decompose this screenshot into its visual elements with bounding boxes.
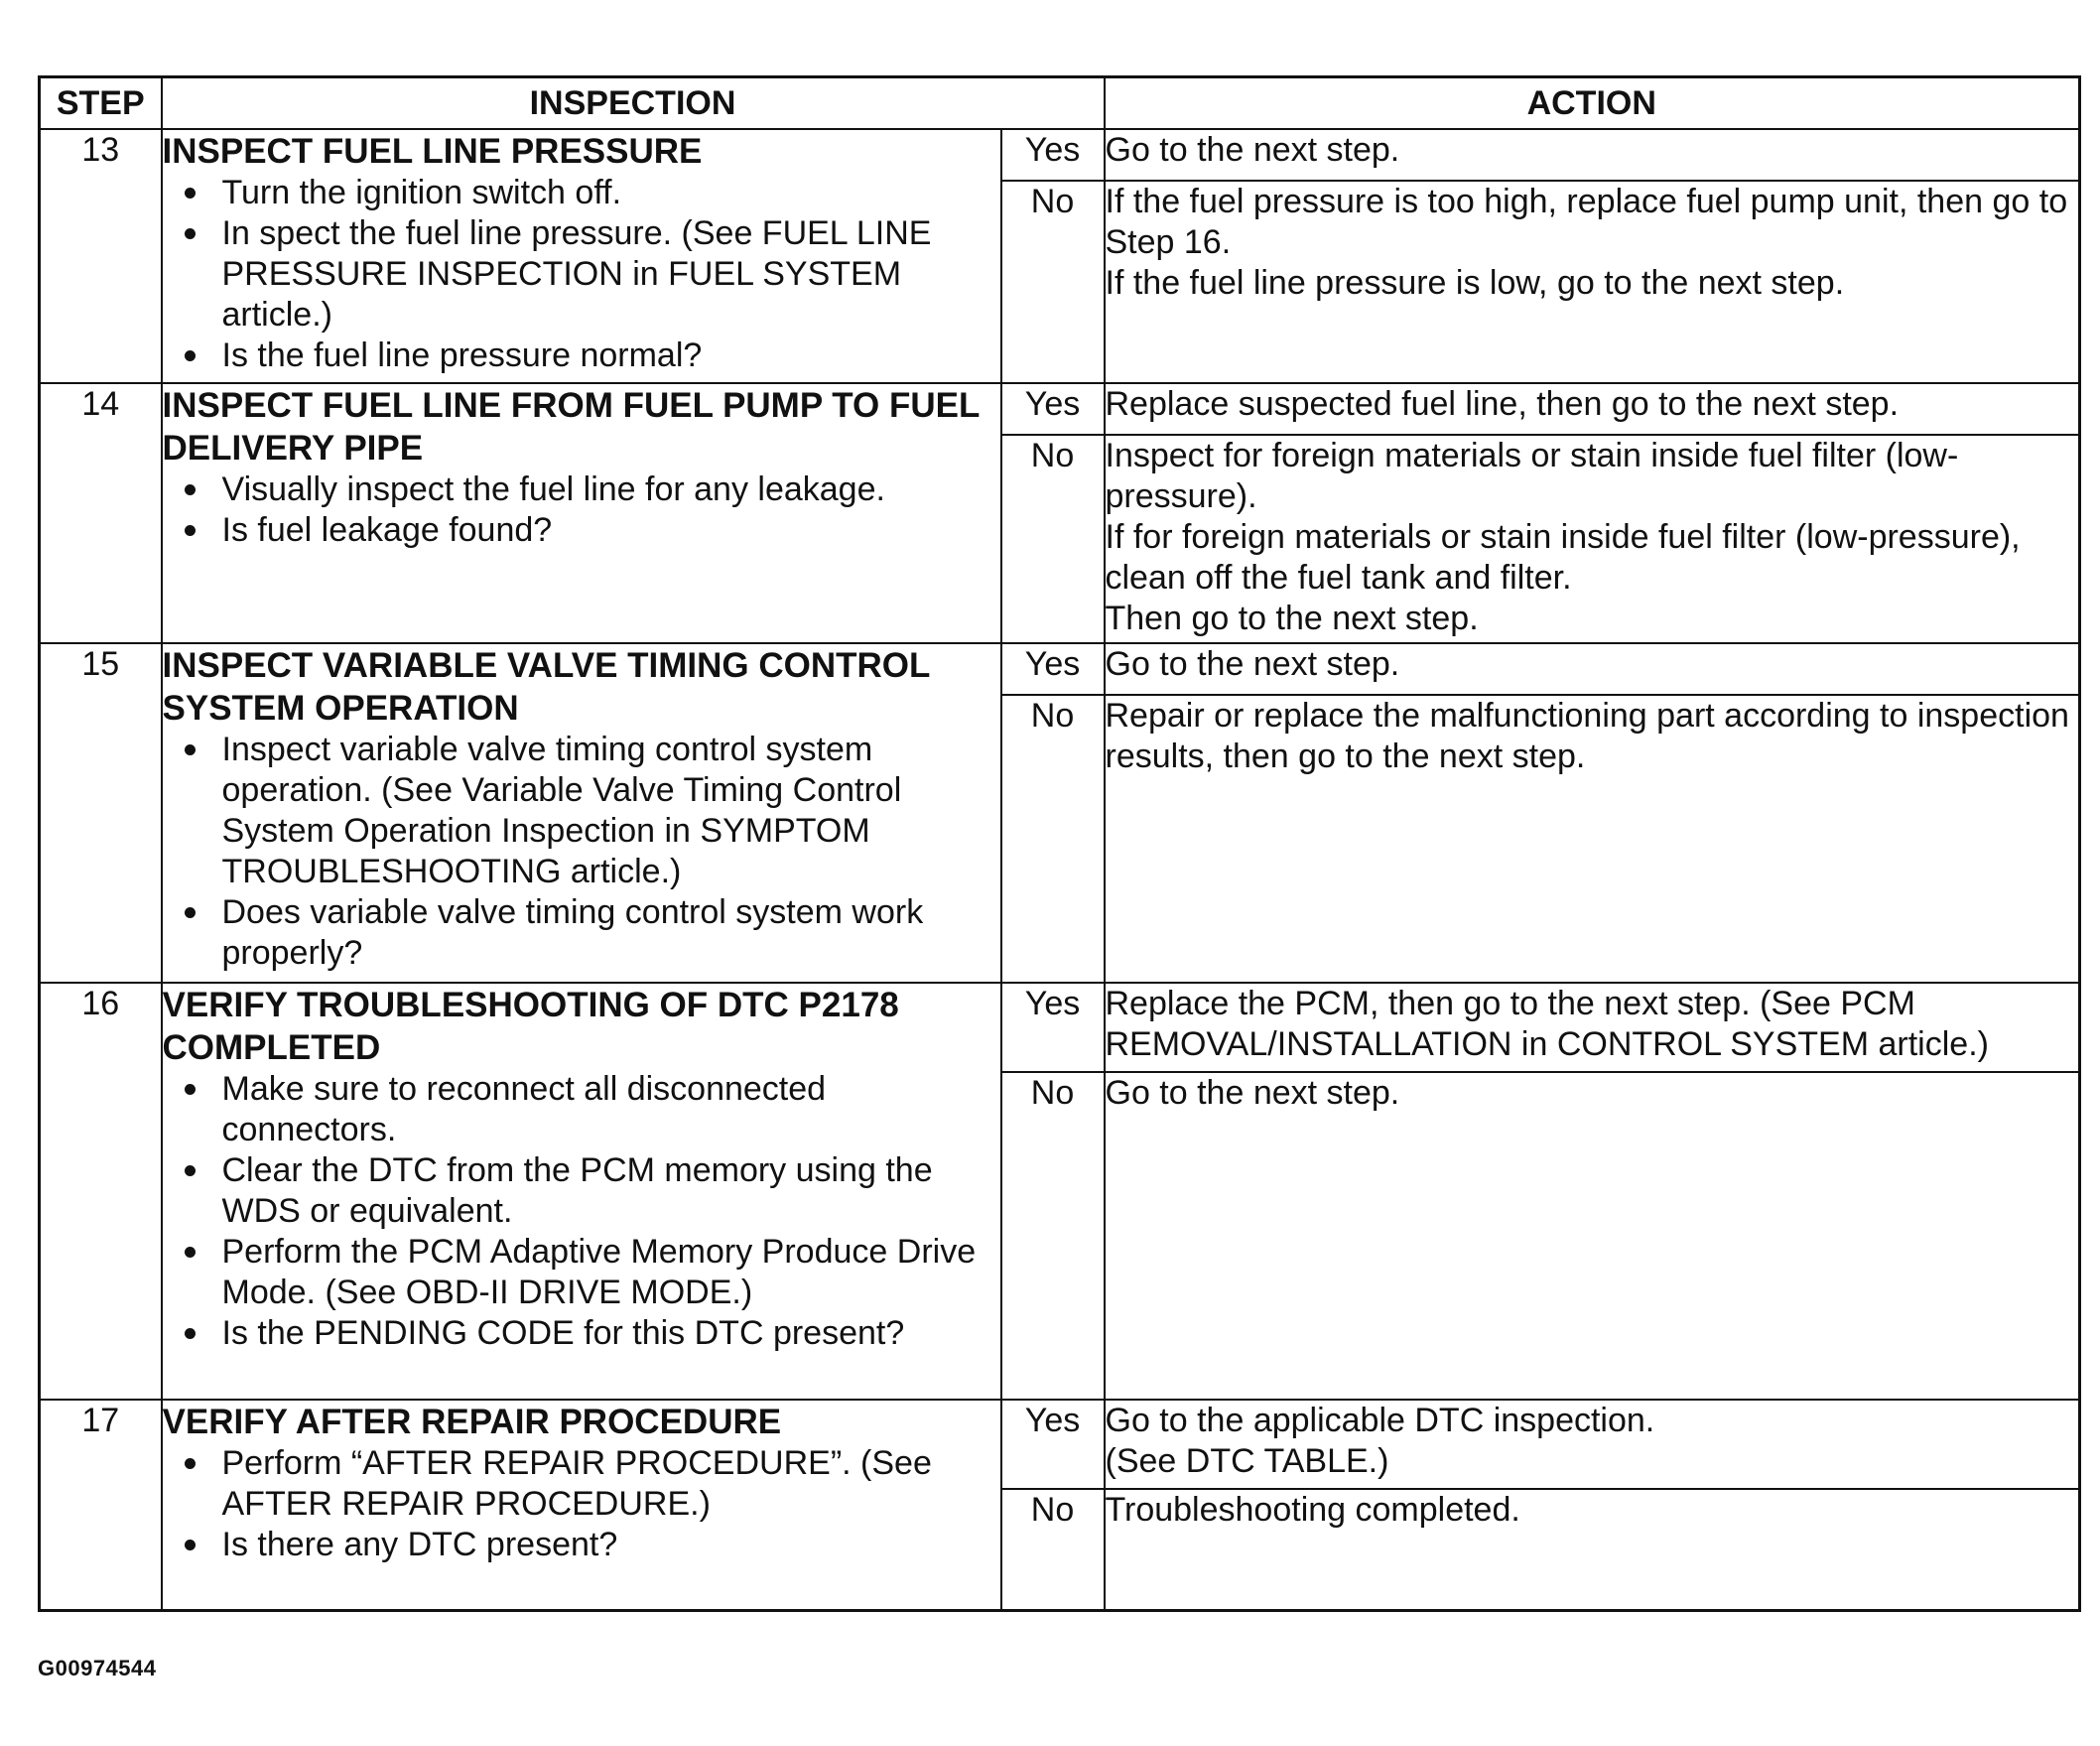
- inspection-bullet: Turn the ignition switch off.: [163, 173, 1000, 213]
- inspection-bullets: [163, 173, 1000, 376]
- inspection-cell: [162, 983, 1001, 1400]
- yes-label: Yes: [1001, 129, 1105, 181]
- no-label: No: [1001, 1072, 1105, 1400]
- inspection-bullet: Perform the PCM Adaptive Memory Produce Drive Mode. (See OBD-II DRIVE MODE.): [163, 1232, 1000, 1313]
- inspection-title: INSPECT VARIABLE VALVE TIMING CONTROL SYSTEM OPERATION: [162, 646, 930, 728]
- inspection-bullet: Make sure to reconnect all disconnected connectors.: [163, 1069, 1000, 1150]
- step-row: [40, 1400, 2080, 1489]
- inspection-title: INSPECT FUEL LINE FROM FUEL PUMP TO FUEL DELIVERY PIPE: [162, 386, 980, 468]
- inspection-cell: [162, 1400, 1001, 1610]
- inspection-cell: [162, 643, 1001, 983]
- inspection-bullet: Is there any DTC present?: [163, 1525, 1000, 1565]
- inspection-cell: [162, 129, 1001, 383]
- action-line: Repair or replace the malfunctioning part according to inspection results, then go to the next step.: [1105, 697, 2069, 775]
- inspection-bullet: Is fuel leakage found?: [163, 510, 1000, 551]
- step-number: 15: [40, 643, 162, 983]
- header-row: [40, 77, 2080, 130]
- table-body: [40, 129, 2080, 1610]
- no-label: No: [1001, 695, 1105, 983]
- no-action: [1105, 1072, 2080, 1400]
- action-line: Inspect for foreign materials or stain inside fuel filter (low-pressure).: [1105, 437, 1959, 515]
- inspection-bullets: [163, 1069, 1000, 1354]
- figure-id: G00974544: [38, 1656, 157, 1680]
- action-line: Troubleshooting completed.: [1105, 1491, 1520, 1529]
- troubleshooting-table: [38, 75, 2081, 1612]
- action-line: If the fuel line pressure is low, go to the next step.: [1105, 264, 1845, 302]
- no-label: No: [1001, 181, 1105, 383]
- action-line: Then go to the next step.: [1105, 600, 1479, 637]
- step-number: 14: [40, 383, 162, 643]
- action-line: Go to the applicable DTC inspection.: [1105, 1402, 1655, 1439]
- step-number: 17: [40, 1400, 162, 1610]
- inspection-bullet: Is the fuel line pressure normal?: [163, 336, 1000, 376]
- yes-label: Yes: [1001, 983, 1105, 1072]
- yes-action: [1105, 983, 2080, 1072]
- header-step: STEP: [40, 77, 162, 130]
- step-row: [40, 383, 2080, 435]
- inspection-title: INSPECT FUEL LINE PRESSURE: [162, 132, 703, 171]
- inspection-bullet: Is the PENDING CODE for this DTC present?: [163, 1313, 1000, 1354]
- inspection-bullet: Perform “AFTER REPAIR PROCEDURE”. (See AFTER REPAIR PROCEDURE.): [163, 1443, 1000, 1525]
- inspection-bullet: Does variable valve timing control system work properly?: [163, 892, 1000, 974]
- header-inspection: INSPECTION: [162, 77, 1105, 130]
- action-line: Replace the PCM, then go to the next step. (See PCM REMOVAL/INSTALLATION in CONTROL SYSTEM article.): [1105, 985, 1989, 1063]
- no-label: No: [1001, 435, 1105, 643]
- inspection-bullet: Visually inspect the fuel line for any leakage.: [163, 470, 1000, 510]
- inspection-bullets: [163, 1443, 1000, 1565]
- action-line: Go to the next step.: [1105, 1074, 1400, 1112]
- step-number: 13: [40, 129, 162, 383]
- inspection-title: VERIFY TROUBLESHOOTING OF DTC P2178 COMPLETED: [162, 986, 899, 1067]
- yes-label: Yes: [1001, 643, 1105, 695]
- yes-action: [1105, 383, 2080, 435]
- document: [38, 75, 2078, 1612]
- step-row: [40, 983, 2080, 1072]
- action-line: Replace suspected fuel line, then go to the next step.: [1105, 385, 1900, 423]
- header-action: ACTION: [1105, 77, 2080, 130]
- inspection-cell: [162, 383, 1001, 643]
- step-row: [40, 129, 2080, 181]
- inspection-bullets: [163, 730, 1000, 974]
- inspection-title: VERIFY AFTER REPAIR PROCEDURE: [162, 1403, 782, 1441]
- no-action: [1105, 181, 2080, 383]
- step-number: 16: [40, 983, 162, 1400]
- inspection-bullet: In spect the fuel line pressure. (See FUEL LINE PRESSURE INSPECTION in FUEL SYSTEM article.): [163, 213, 1000, 336]
- action-line: Go to the next step.: [1105, 645, 1400, 683]
- action-line: Go to the next step.: [1105, 131, 1400, 169]
- action-line: (See DTC TABLE.): [1105, 1442, 1389, 1480]
- step-row: [40, 643, 2080, 695]
- yes-label: Yes: [1001, 383, 1105, 435]
- yes-action: [1105, 129, 2080, 181]
- no-action: [1105, 435, 2080, 643]
- yes-label: Yes: [1001, 1400, 1105, 1489]
- no-action: [1105, 1489, 2080, 1610]
- action-line: If the fuel pressure is too high, replace fuel pump unit, then go to Step 16.: [1105, 183, 2068, 261]
- action-line: If for foreign materials or stain inside fuel filter (low-pressure), clean off the fuel tank and filter.: [1105, 518, 2021, 597]
- yes-action: [1105, 1400, 2080, 1489]
- inspection-bullet: Inspect variable valve timing control system operation. (See Variable Valve Timing Control System Operation Inspection in SYMPTOM TROUBLESHOOTING article.): [163, 730, 1000, 892]
- no-label: No: [1001, 1489, 1105, 1610]
- inspection-bullets: [163, 470, 1000, 551]
- yes-action: [1105, 643, 2080, 695]
- inspection-bullet: Clear the DTC from the PCM memory using the WDS or equivalent.: [163, 1150, 1000, 1232]
- no-action: [1105, 695, 2080, 983]
